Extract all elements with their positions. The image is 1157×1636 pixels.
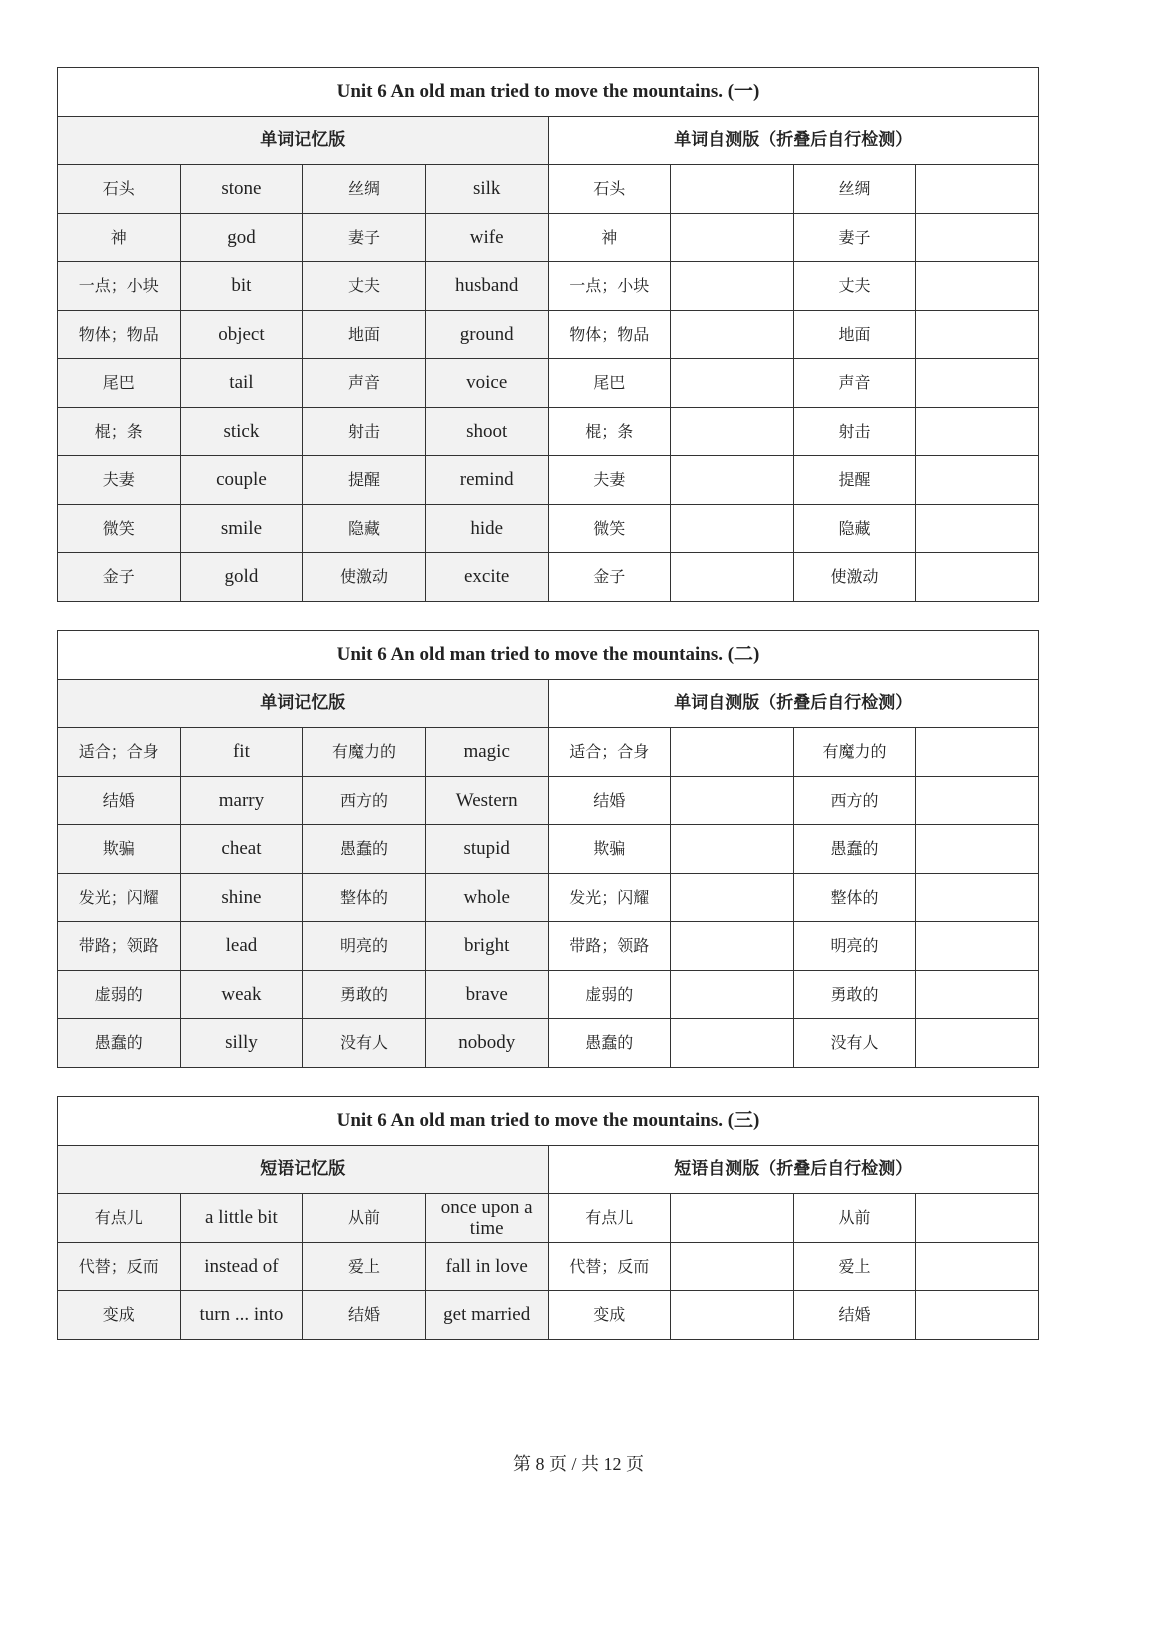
answer-blank[interactable]	[671, 262, 794, 311]
answer-blank[interactable]	[671, 1242, 794, 1291]
english-word: bright	[425, 922, 548, 971]
english-word: shoot	[425, 407, 548, 456]
chinese-meaning: 虚弱的	[58, 970, 181, 1019]
english-word: voice	[425, 359, 548, 408]
phrase-table-3	[57, 1096, 1039, 1340]
memory-section-header: 单词记忆版	[58, 116, 549, 165]
english-word: lead	[180, 922, 303, 971]
test-chinese-meaning: 明亮的	[793, 922, 916, 971]
answer-blank[interactable]	[916, 310, 1039, 359]
chinese-meaning: 射击	[303, 407, 426, 456]
test-chinese-meaning: 妻子	[793, 213, 916, 262]
chinese-meaning: 隐藏	[303, 504, 426, 553]
english-word: instead of	[180, 1242, 303, 1291]
answer-blank[interactable]	[916, 1019, 1039, 1068]
answer-blank[interactable]	[671, 310, 794, 359]
test-chinese-meaning: 西方的	[793, 776, 916, 825]
chinese-meaning: 神	[58, 213, 181, 262]
english-word: marry	[180, 776, 303, 825]
chinese-meaning: 愚蠢的	[58, 1019, 181, 1068]
english-word: whole	[425, 873, 548, 922]
answer-blank[interactable]	[916, 553, 1039, 602]
answer-blank[interactable]	[671, 970, 794, 1019]
test-chinese-meaning: 神	[548, 213, 671, 262]
table-row	[58, 310, 1039, 359]
table-row	[58, 728, 1039, 777]
table-title: Unit 6 An old man tried to move the mountains. (一)	[58, 68, 1039, 117]
answer-blank[interactable]	[916, 825, 1039, 874]
vocab-table-2	[57, 630, 1039, 1068]
test-chinese-meaning: 没有人	[793, 1019, 916, 1068]
table-row	[58, 1194, 1039, 1243]
chinese-meaning: 夫妻	[58, 456, 181, 505]
answer-blank[interactable]	[671, 359, 794, 408]
table-row	[58, 407, 1039, 456]
chinese-meaning: 有点儿	[58, 1194, 181, 1243]
chinese-meaning: 变成	[58, 1291, 181, 1340]
answer-blank[interactable]	[671, 407, 794, 456]
test-chinese-meaning: 地面	[793, 310, 916, 359]
answer-blank[interactable]	[916, 1291, 1039, 1340]
test-chinese-meaning: 变成	[548, 1291, 671, 1340]
title-row	[58, 631, 1039, 680]
answer-blank[interactable]	[916, 873, 1039, 922]
table-row	[58, 553, 1039, 602]
answer-blank[interactable]	[671, 825, 794, 874]
chinese-meaning: 整体的	[303, 873, 426, 922]
table-row	[58, 359, 1039, 408]
chinese-meaning: 丝绸	[303, 165, 426, 214]
answer-blank[interactable]	[916, 407, 1039, 456]
chinese-meaning: 棍；条	[58, 407, 181, 456]
test-chinese-meaning: 使激动	[793, 553, 916, 602]
english-word: a little bit	[180, 1194, 303, 1243]
answer-blank[interactable]	[916, 776, 1039, 825]
chinese-meaning: 代替；反而	[58, 1242, 181, 1291]
chinese-meaning: 适合；合身	[58, 728, 181, 777]
answer-blank[interactable]	[671, 213, 794, 262]
answer-blank[interactable]	[916, 504, 1039, 553]
english-word: silly	[180, 1019, 303, 1068]
self-test-section-header: 单词自测版（折叠后自行检测）	[548, 116, 1039, 165]
memory-section-header: 单词记忆版	[58, 679, 549, 728]
test-chinese-meaning: 爱上	[793, 1242, 916, 1291]
table-row	[58, 873, 1039, 922]
chinese-meaning: 声音	[303, 359, 426, 408]
english-word: magic	[425, 728, 548, 777]
english-word: brave	[425, 970, 548, 1019]
answer-blank[interactable]	[671, 456, 794, 505]
english-word: stone	[180, 165, 303, 214]
english-word: smile	[180, 504, 303, 553]
chinese-meaning: 带路；领路	[58, 922, 181, 971]
answer-blank[interactable]	[671, 165, 794, 214]
answer-blank[interactable]	[671, 1019, 794, 1068]
english-word: fall in love	[425, 1242, 548, 1291]
answer-blank[interactable]	[671, 1194, 794, 1243]
chinese-meaning: 一点；小块	[58, 262, 181, 311]
chinese-meaning: 石头	[58, 165, 181, 214]
test-chinese-meaning: 愚蠢的	[793, 825, 916, 874]
english-word: ground	[425, 310, 548, 359]
chinese-meaning: 愚蠢的	[303, 825, 426, 874]
test-chinese-meaning: 尾巴	[548, 359, 671, 408]
english-word: weak	[180, 970, 303, 1019]
test-chinese-meaning: 适合；合身	[548, 728, 671, 777]
test-chinese-meaning: 带路；领路	[548, 922, 671, 971]
english-word: hide	[425, 504, 548, 553]
english-word: cheat	[180, 825, 303, 874]
english-word: remind	[425, 456, 548, 505]
answer-blank[interactable]	[916, 456, 1039, 505]
table-row	[58, 825, 1039, 874]
english-word: excite	[425, 553, 548, 602]
vocab-table-1	[57, 67, 1039, 602]
table-row	[58, 504, 1039, 553]
english-word: bit	[180, 262, 303, 311]
section-header-row	[58, 679, 1039, 728]
answer-blank[interactable]	[916, 359, 1039, 408]
chinese-meaning: 妻子	[303, 213, 426, 262]
memory-section-header: 短语记忆版	[58, 1145, 549, 1194]
test-chinese-meaning: 声音	[793, 359, 916, 408]
english-word: get married	[425, 1291, 548, 1340]
section-header-row	[58, 116, 1039, 165]
test-chinese-meaning: 代替；反而	[548, 1242, 671, 1291]
chinese-meaning: 欺骗	[58, 825, 181, 874]
self-test-section-header: 单词自测版（折叠后自行检测）	[548, 679, 1039, 728]
table-row	[58, 970, 1039, 1019]
table-row	[58, 1291, 1039, 1340]
answer-blank[interactable]	[916, 728, 1039, 777]
english-word: tail	[180, 359, 303, 408]
test-chinese-meaning: 物体；物品	[548, 310, 671, 359]
english-word: object	[180, 310, 303, 359]
chinese-meaning: 微笑	[58, 504, 181, 553]
test-chinese-meaning: 一点；小块	[548, 262, 671, 311]
chinese-meaning: 有魔力的	[303, 728, 426, 777]
chinese-meaning: 西方的	[303, 776, 426, 825]
answer-blank[interactable]	[916, 1194, 1039, 1243]
chinese-meaning: 物体；物品	[58, 310, 181, 359]
table-row	[58, 922, 1039, 971]
test-chinese-meaning: 棍；条	[548, 407, 671, 456]
test-chinese-meaning: 丈夫	[793, 262, 916, 311]
test-chinese-meaning: 射击	[793, 407, 916, 456]
english-word: gold	[180, 553, 303, 602]
table-row	[58, 213, 1039, 262]
chinese-meaning: 使激动	[303, 553, 426, 602]
test-chinese-meaning: 金子	[548, 553, 671, 602]
table-row	[58, 262, 1039, 311]
english-word: silk	[425, 165, 548, 214]
test-chinese-meaning: 愚蠢的	[548, 1019, 671, 1068]
english-word: stick	[180, 407, 303, 456]
english-word: fit	[180, 728, 303, 777]
chinese-meaning: 爱上	[303, 1242, 426, 1291]
chinese-meaning: 勇敢的	[303, 970, 426, 1019]
answer-blank[interactable]	[916, 262, 1039, 311]
english-word: Western	[425, 776, 548, 825]
test-chinese-meaning: 有点儿	[548, 1194, 671, 1243]
english-word: stupid	[425, 825, 548, 874]
answer-blank[interactable]	[671, 873, 794, 922]
answer-blank[interactable]	[671, 1291, 794, 1340]
title-row	[58, 1097, 1039, 1146]
answer-blank[interactable]	[916, 922, 1039, 971]
table-row	[58, 776, 1039, 825]
english-word: shine	[180, 873, 303, 922]
answer-blank[interactable]	[671, 776, 794, 825]
english-word: god	[180, 213, 303, 262]
answer-blank[interactable]	[916, 970, 1039, 1019]
answer-blank[interactable]	[916, 1242, 1039, 1291]
table-title: Unit 6 An old man tried to move the mountains. (二)	[58, 631, 1039, 680]
answer-blank[interactable]	[916, 165, 1039, 214]
chinese-meaning: 地面	[303, 310, 426, 359]
english-word: once upon a time	[425, 1194, 548, 1243]
table-title: Unit 6 An old man tried to move the mountains. (三)	[58, 1097, 1039, 1146]
english-word: turn ... into	[180, 1291, 303, 1340]
page-footer: 第 8 页 / 共 12 页	[512, 1454, 644, 1474]
test-chinese-meaning: 微笑	[548, 504, 671, 553]
english-word: husband	[425, 262, 548, 311]
test-chinese-meaning: 结婚	[548, 776, 671, 825]
english-word: wife	[425, 213, 548, 262]
chinese-meaning: 从前	[303, 1194, 426, 1243]
section-header-row	[58, 1145, 1039, 1194]
test-chinese-meaning: 丝绸	[793, 165, 916, 214]
title-row	[58, 68, 1039, 117]
answer-blank[interactable]	[671, 922, 794, 971]
test-chinese-meaning: 有魔力的	[793, 728, 916, 777]
chinese-meaning: 发光；闪耀	[58, 873, 181, 922]
answer-blank[interactable]	[671, 728, 794, 777]
english-word: couple	[180, 456, 303, 505]
test-chinese-meaning: 夫妻	[548, 456, 671, 505]
chinese-meaning: 提醒	[303, 456, 426, 505]
chinese-meaning: 没有人	[303, 1019, 426, 1068]
test-chinese-meaning: 从前	[793, 1194, 916, 1243]
table-row	[58, 1242, 1039, 1291]
chinese-meaning: 金子	[58, 553, 181, 602]
test-chinese-meaning: 石头	[548, 165, 671, 214]
chinese-meaning: 结婚	[303, 1291, 426, 1340]
chinese-meaning: 尾巴	[58, 359, 181, 408]
test-chinese-meaning: 欺骗	[548, 825, 671, 874]
self-test-section-header: 短语自测版（折叠后自行检测）	[548, 1145, 1039, 1194]
test-chinese-meaning: 发光；闪耀	[548, 873, 671, 922]
table-row	[58, 456, 1039, 505]
chinese-meaning: 明亮的	[303, 922, 426, 971]
test-chinese-meaning: 虚弱的	[548, 970, 671, 1019]
answer-blank[interactable]	[671, 504, 794, 553]
test-chinese-meaning: 勇敢的	[793, 970, 916, 1019]
chinese-meaning: 结婚	[58, 776, 181, 825]
table-row	[58, 165, 1039, 214]
english-word: nobody	[425, 1019, 548, 1068]
test-chinese-meaning: 提醒	[793, 456, 916, 505]
test-chinese-meaning: 整体的	[793, 873, 916, 922]
answer-blank[interactable]	[671, 553, 794, 602]
chinese-meaning: 丈夫	[303, 262, 426, 311]
table-row	[58, 1019, 1039, 1068]
test-chinese-meaning: 隐藏	[793, 504, 916, 553]
test-chinese-meaning: 结婚	[793, 1291, 916, 1340]
answer-blank[interactable]	[916, 213, 1039, 262]
